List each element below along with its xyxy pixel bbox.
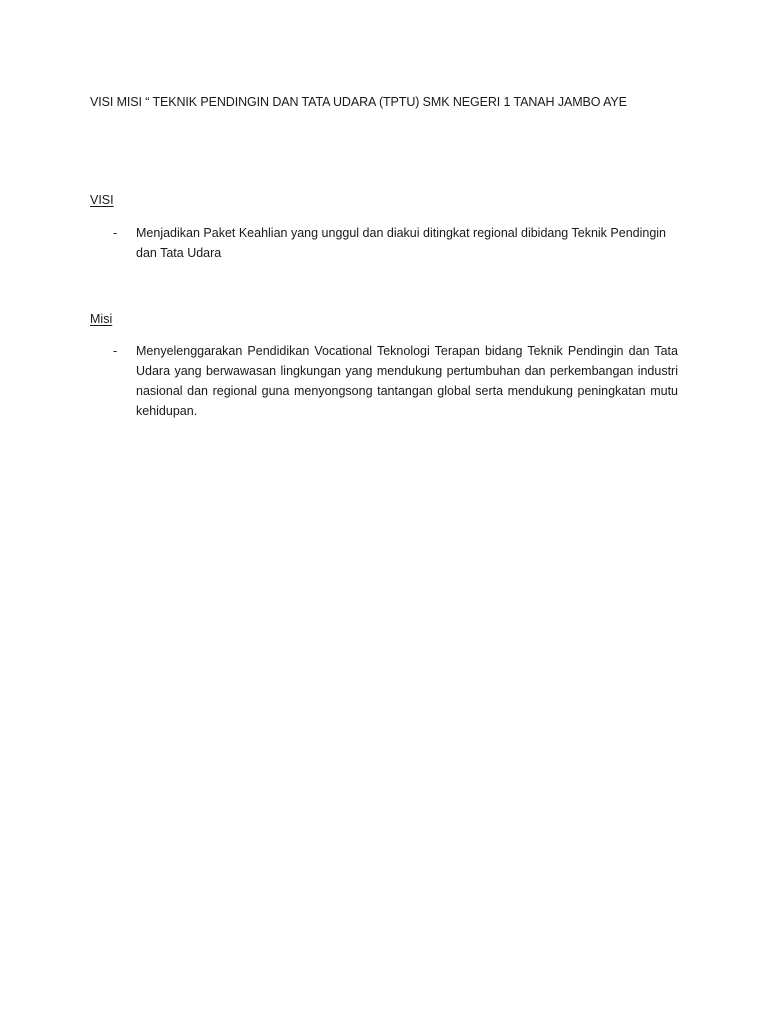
visi-bullet: - — [113, 226, 118, 240]
visi-text: Menjadikan Paket Keahlian yang unggul dan diakui ditingkat regional dibidang Teknik Pendingin dan Tata Udara — [136, 226, 667, 260]
misi-bullet: - — [113, 344, 118, 358]
visi-heading: VISI — [90, 193, 114, 207]
misi-text: Menyelenggarakan Pendidikan Vocational Teknologi Terapan bidang Teknik Pendingin dan Tata Udara yang berwawasan lingkungan yang mendukung pertumbuhan dan perkembangan industri nasional dan regional guna menyongsong tantangan global serta mendukung peningkatan mutu kehidupan. — [136, 344, 678, 418]
misi-heading: Misi — [90, 312, 113, 326]
document-title: VISI MISI “ TEKNIK PENDINGIN DAN TATA UDARA (TPTU) SMK NEGERI 1 TANAH JAMBO AYE — [90, 95, 627, 109]
